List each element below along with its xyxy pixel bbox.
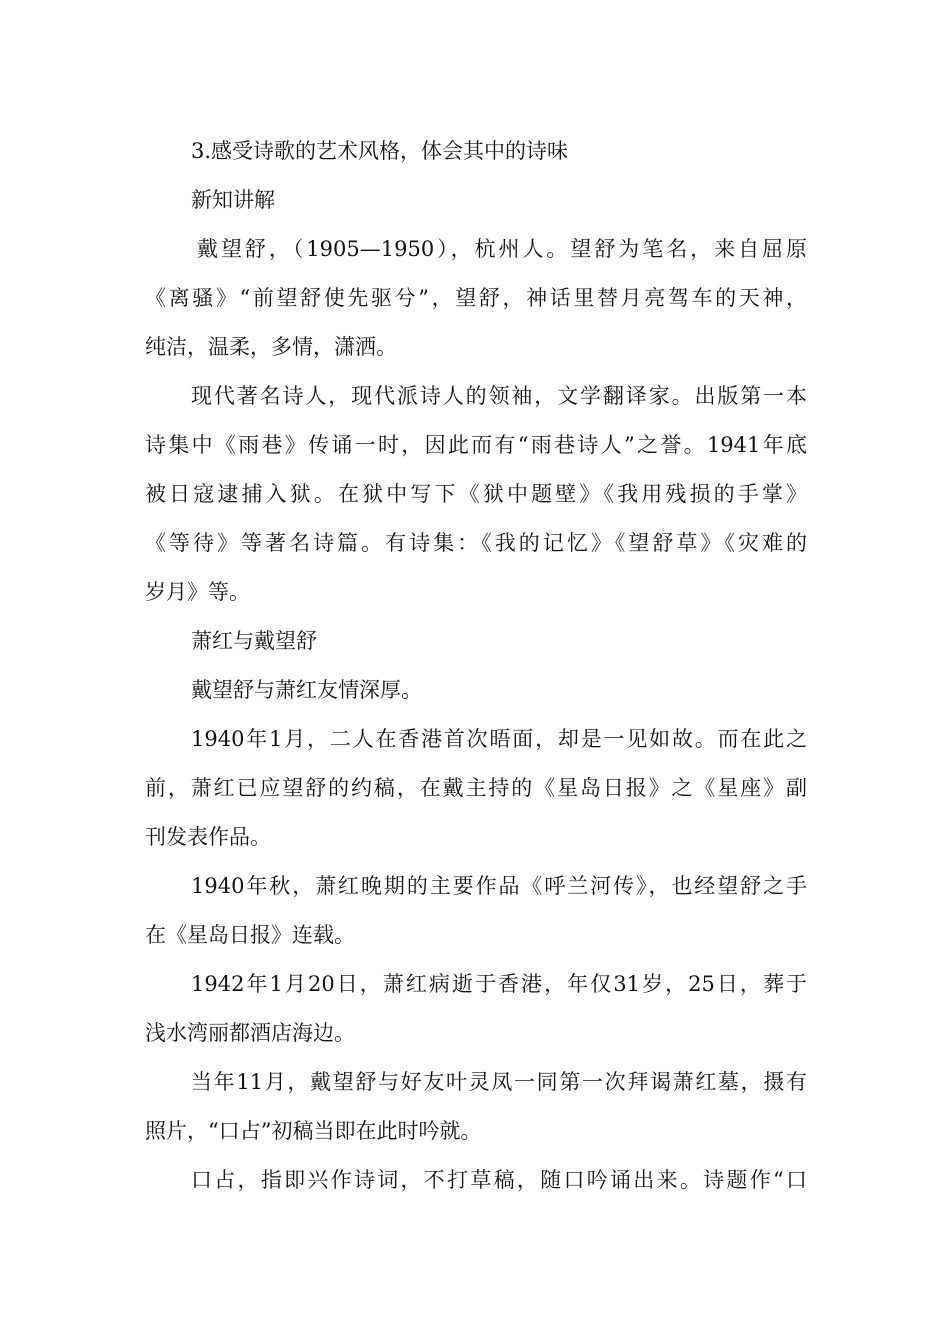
objective-line: 3.感受诗歌的艺术风格，体会其中的诗味 xyxy=(191,139,569,163)
paragraph-line: 戴望舒与萧红友情深厚。 xyxy=(191,678,422,702)
section-heading-xiaohong: 萧红与戴望舒 xyxy=(191,629,317,653)
paragraph-line: 浅水湾丽都酒店海边。 xyxy=(145,1021,355,1045)
paragraph-line: 口占，指即兴作诗词，不打草稿，随口吟诵出来。诗题作“口 xyxy=(191,1168,807,1192)
paragraph-line: 被日寇逮捕入狱。在狱中写下《狱中题壁》《我用残损的手掌》 xyxy=(145,482,807,506)
paragraph-line: 照片，“口占”初稿当即在此时吟就。 xyxy=(145,1119,482,1143)
paragraph-line: 戴望舒，（1905—1950），杭州人。望舒为笔名，来自屈原 xyxy=(197,237,807,261)
paragraph-line: 1940年1月，二人在香港首次晤面，却是一见如故。而在此之 xyxy=(191,727,807,751)
paragraph-line: 《离骚》“前望舒使先驱兮”，望舒，神话里替月亮驾车的天神， xyxy=(145,286,807,310)
paragraph-line: 1940年秋，萧红晚期的主要作品《呼兰河传》，也经望舒之手 xyxy=(191,874,807,898)
paragraph-line: 岁月》等。 xyxy=(145,580,250,604)
paragraph-line: 纯洁，温柔，多情，潇洒。 xyxy=(145,335,397,359)
paragraph-line: 当年11月，戴望舒与好友叶灵凤一同第一次拜谒萧红墓，摄有 xyxy=(191,1070,807,1094)
paragraph-line: 1942年1月20日，萧红病逝于香港，年仅31岁，25日，葬于 xyxy=(191,972,807,996)
paragraph-line: 刊发表作品。 xyxy=(145,825,271,849)
paragraph-line: 诗集中《雨巷》传诵一时，因此而有“雨巷诗人”之誉。1941年底 xyxy=(145,433,807,457)
paragraph-line: 在《星岛日报》连载。 xyxy=(145,923,355,947)
document-body xyxy=(145,127,807,1205)
paragraph-line: 现代著名诗人，现代派诗人的领袖，文学翻译家。出版第一本 xyxy=(191,384,807,408)
section-heading-new-knowledge: 新知讲解 xyxy=(191,188,275,212)
paragraph-line: 《等待》等著名诗篇。有诗集：《我的记忆》《望舒草》《灾难的 xyxy=(145,531,807,555)
paragraph-line: 前，萧红已应望舒的约稿，在戴主持的《星岛日报》之《星座》副 xyxy=(145,776,807,800)
